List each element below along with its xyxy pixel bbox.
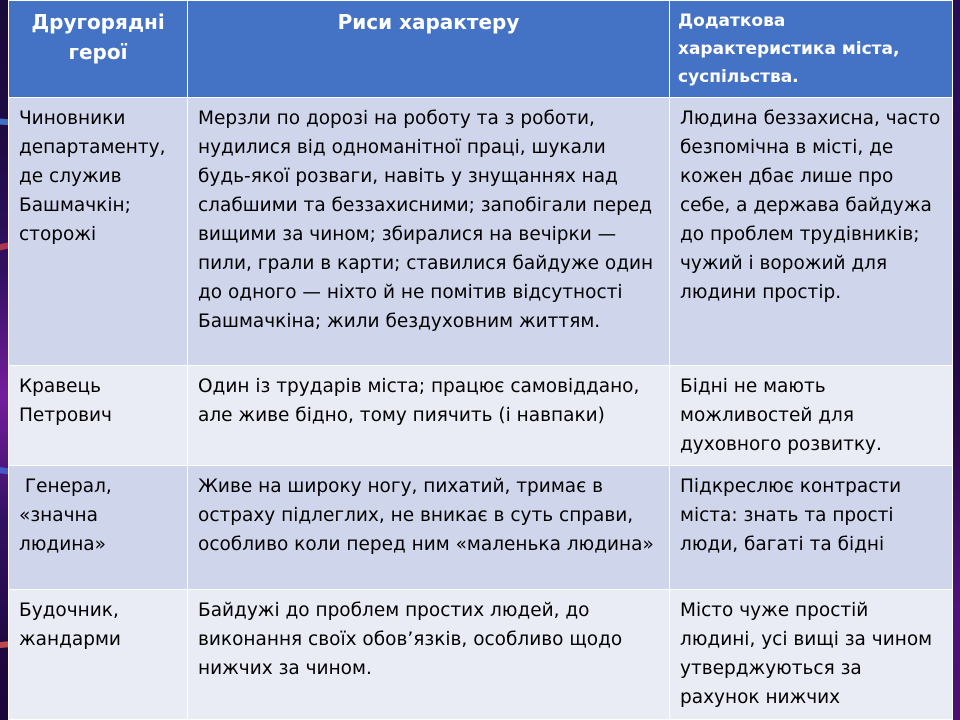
table-body [9,98,953,720]
header-secondary-heroes: Другорядні герої [9,1,188,98]
table-row [9,366,953,466]
cell-hero: Генерал, «значна людина» [9,466,188,590]
cell-traits: Живе на широку ногу, пихатий, тримає в остраху підлеглих, не вникає в суть справи, особливо коли перед ним «маленька людина» [188,466,670,590]
table-row [9,98,953,366]
cell-traits: Мерзли по дорозі на роботу та з роботи, нудилися від одноманітної праці, шукали будь-якої розваги, навіть у знущаннях над слабшими та беззахисними; запобігали перед вищими за чином; збиралися на вечірки — пили, грали в карти; ставилися байдуже один до одного — ніхто й не помітив відсутності Башмачкіна; жили бездуховним життям. [188,98,670,366]
cell-traits: Байдужі до проблем простих людей, до виконання своїх обов’язків, особливо щодо нижчих за чином. [188,590,670,720]
cell-traits: Один із трударів міста; працює самовіддано, але живе бідно, тому пиячить (і навпаки) [188,366,670,466]
cell-hero: Будочник, жандарми [9,590,188,720]
cell-city: Бідні не мають можливостей для духовного розвитку. [670,366,953,466]
cell-hero: Кравець Петрович [9,366,188,466]
header-row [9,1,953,98]
table-row [9,466,953,590]
header-city-characteristics: Додаткова характеристика міста, суспільства. [670,1,953,98]
table-header [9,1,953,98]
characters-table [8,0,953,720]
cell-city: Людина беззахисна, часто безпомічна в місті, де кожен дбає лише про себе, а держава байдужа до проблем трудівників; чужий і ворожий для людини простір. [670,98,953,366]
cell-hero: Чиновники департаменту, де служив Башмачкін; сторожі [9,98,188,366]
cell-city: Місто чуже простій людині, усі вищі за чином утверджуються за рахунок нижчих [670,590,953,720]
cell-city: Підкреслює контрасти міста: знать та прості люди, багаті та бідні [670,466,953,590]
table-row [9,590,953,720]
header-character-traits: Риси характеру [188,1,670,98]
